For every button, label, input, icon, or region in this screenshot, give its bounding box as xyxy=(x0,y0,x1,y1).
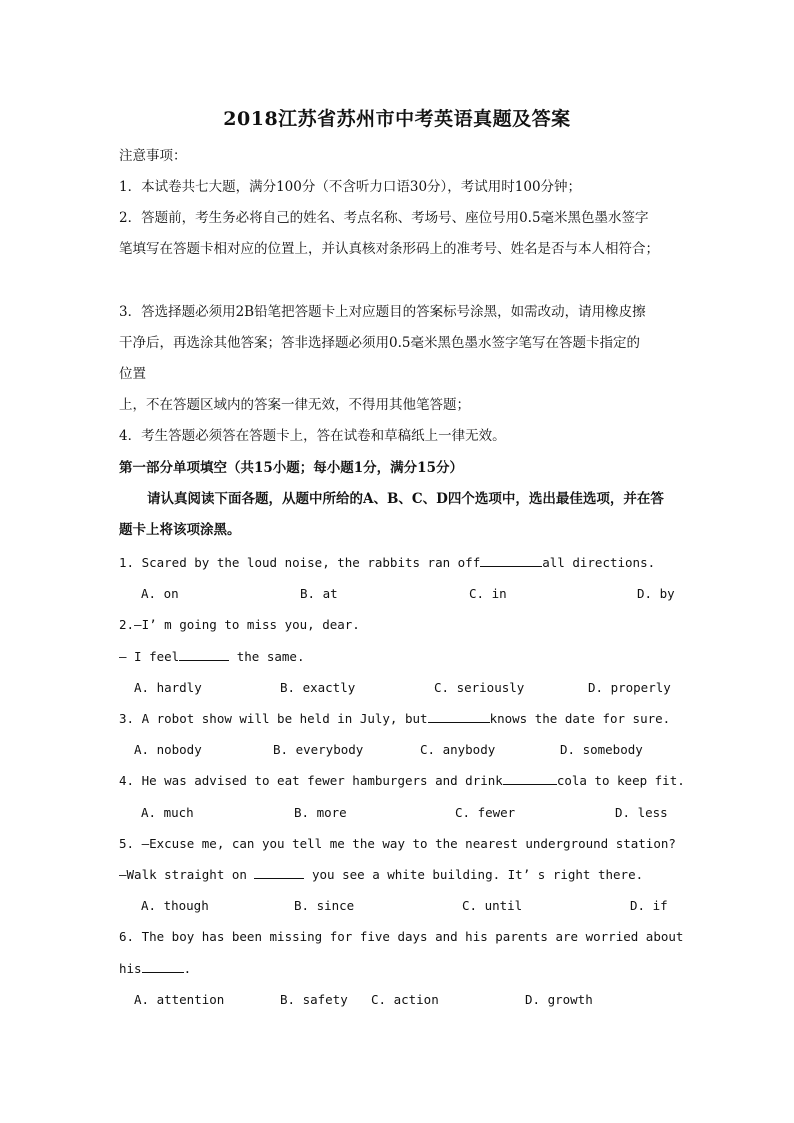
question-5-post: you see a white building. It’ s right there. xyxy=(304,867,644,882)
notice-line-2: 2．答题前，考生务必将自己的姓名、考点名称、考场号、座位号用0.5毫米黑色墨水签字 xyxy=(119,210,649,226)
question-3-option-c: C. anybody xyxy=(420,742,496,757)
question-3-stem xyxy=(119,710,679,728)
question-2-post: the same. xyxy=(229,649,305,664)
question-2-option-d: D. properly xyxy=(588,680,671,695)
notice-line-7: 上，不在答题区域内的答案一律无效，不得用其他笔答题； xyxy=(119,397,470,413)
question-3-option-d: D. somebody xyxy=(560,742,643,757)
notice-line-6: 位置 xyxy=(119,366,146,382)
notice-line-4: 3．答选择题必须用2B铅笔把答题卡上对应题目的答案标号涂黑，如需改动，请用橡皮擦 xyxy=(119,304,646,320)
question-4-option-b: B. more xyxy=(294,805,347,820)
question-3-post: knows the date for sure. xyxy=(489,711,671,726)
notice-heading: 注意事项： xyxy=(119,148,187,164)
question-1-pre: 1. Scared by the loud noise, the rabbits ran off xyxy=(119,555,481,570)
section-instruction-1: 请认真阅读下面各题，从题中所给的A、B、C、D四个选项中，选出最佳选项，并在答 xyxy=(147,491,664,507)
question-4-post: cola to keep fit. xyxy=(556,773,685,788)
question-3-option-a: A. nobody xyxy=(134,742,202,757)
question-2-option-a: A. hardly xyxy=(134,680,202,695)
answer-blank xyxy=(254,866,304,879)
answer-blank xyxy=(503,772,557,785)
notice-line-5: 干净后，再选涂其他答案；答非选择题必须用0.5毫米黑色墨水签字笔写在答题卡指定的 xyxy=(119,335,640,351)
question-5-line-1: 5. —Excuse me, can you tell me the way to the nearest underground station? xyxy=(119,836,676,851)
notice-line-1: 1．本试卷共七大题，满分100分（不含听力口语30分），考试用时100分钟； xyxy=(119,179,582,195)
question-2-option-b: B. exactly xyxy=(280,680,356,695)
answer-blank xyxy=(480,554,542,567)
question-4-option-a: A. much xyxy=(141,805,194,820)
question-3-option-b: B. everybody xyxy=(273,742,364,757)
page-title: 2018江苏省苏州市中考英语真题及答案 xyxy=(223,108,571,130)
question-5-stem xyxy=(119,866,679,884)
question-5-option-c: C. until xyxy=(462,898,523,913)
question-5-option-d: D. if xyxy=(630,898,668,913)
answer-blank xyxy=(142,960,184,973)
question-1-stem xyxy=(119,554,679,572)
question-1-option-c: C. in xyxy=(469,586,507,601)
question-5-option-b: B. since xyxy=(294,898,355,913)
question-1-post: all directions. xyxy=(542,555,656,570)
notice-line-3: 笔填写在答题卡相对应的位置上，并认真核对条形码上的准考号、姓名是否与本人相符合； xyxy=(119,241,659,257)
question-6-option-d: D. growth xyxy=(525,992,593,1007)
question-5-option-a: A. though xyxy=(141,898,209,913)
question-4-stem xyxy=(119,772,685,790)
question-6-option-b: B. safety xyxy=(280,992,348,1007)
question-4-option-d: D. less xyxy=(615,805,668,820)
section-instruction-2: 题卡上将该项涂黑。 xyxy=(119,522,241,538)
question-2-stem xyxy=(119,648,679,666)
answer-blank xyxy=(179,648,229,661)
answer-blank xyxy=(428,710,490,723)
question-1-option-a: A. on xyxy=(141,586,179,601)
question-6-pre: his xyxy=(119,961,142,976)
question-4-pre: 4. He was advised to eat fewer hamburgers and drink xyxy=(119,773,503,788)
question-6-option-a: A. attention xyxy=(134,992,225,1007)
question-2-pre: — I feel xyxy=(119,649,180,664)
question-1-option-b: B. at xyxy=(300,586,338,601)
section-heading: 第一部分单项填空（共15小题；每小题1分，满分15分） xyxy=(119,460,463,476)
question-2-line-1: 2.—I’ m going to miss you, dear. xyxy=(119,617,360,632)
question-6-option-c: C. action xyxy=(371,992,439,1007)
question-2-option-c: C. seriously xyxy=(434,680,525,695)
question-3-pre: 3. A robot show will be held in July, but xyxy=(119,711,428,726)
question-6-line-1: 6. The boy has been missing for five days and his parents are worried about xyxy=(119,929,684,944)
question-5-pre: —Walk straight on xyxy=(119,867,255,882)
notice-line-8: 4．考生答题必须答在答题卡上，答在试卷和草稿纸上一律无效。 xyxy=(119,428,506,444)
question-1-option-d: D. by xyxy=(637,586,675,601)
question-6-stem xyxy=(119,960,679,978)
question-4-option-c: C. fewer xyxy=(455,805,516,820)
question-6-post: . xyxy=(183,961,192,976)
